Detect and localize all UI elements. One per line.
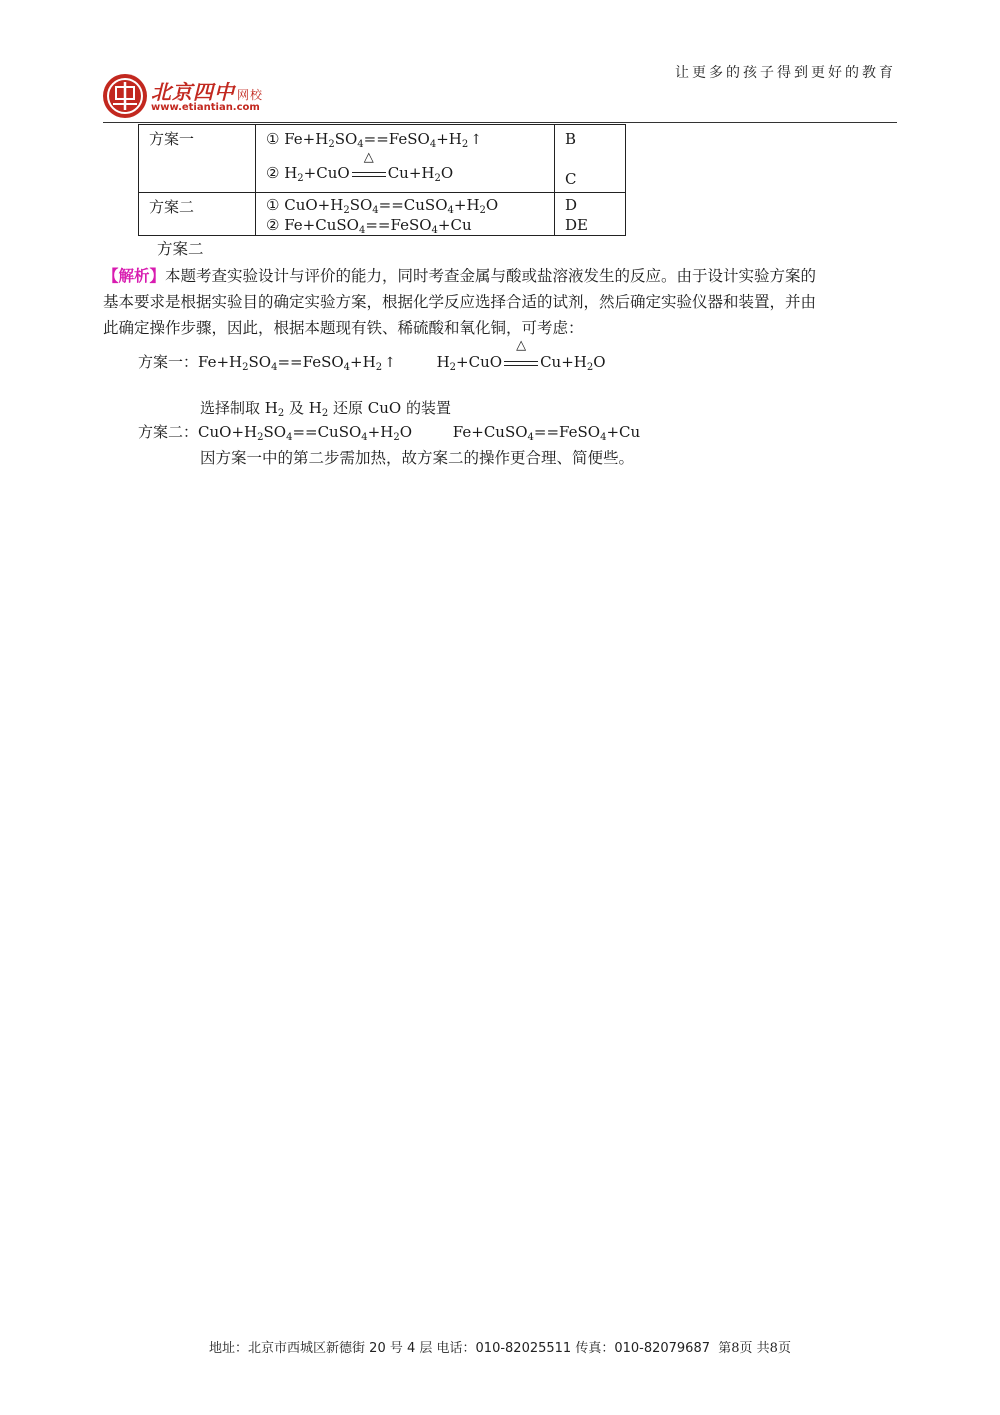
table-row — [139, 193, 626, 236]
header-slogan: 让更多的孩子得到更好的教育 — [675, 65, 896, 81]
answer-cell: D DE — [555, 193, 626, 236]
heat-condition-icon: △ — [352, 161, 386, 186]
gas-arrow-icon: ↑ — [384, 355, 396, 371]
page-number: 第8页 共8页 — [718, 1341, 791, 1356]
logo-emblem-icon — [103, 74, 147, 118]
school-logo — [103, 72, 303, 122]
conclusion-line: 因方案一中的第二步需加热，故方案二的操作更合理、简便些。 — [200, 449, 635, 467]
table-row — [139, 125, 626, 193]
plan2-equations: 方案二：$CuO+H_2SO_4==CuSO_4+H_2O$ Fe+CuSO$_4$==FeSO$_4$+Cu — [138, 423, 641, 443]
page-footer — [0, 1337, 1000, 1356]
logo-name: 北京四中 网校 — [151, 80, 264, 104]
analysis-line-1: 【解析】本题考查实验设计与评价的能力，同时考查金属与酸或盐溶液发生的反应。由于设计实验方案的 — [103, 266, 817, 285]
plan-cell: 方案一 — [139, 125, 256, 193]
gas-arrow-icon: ↑ — [470, 132, 482, 148]
equation: ① $CuO+H_2SO_4==CuSO_4+H_2O$ — [266, 196, 499, 216]
analysis-line-2: 基本要求是根据实验目的确定实验方案，根据化学反应选择合适的试剂，然后确定实验仪器和装置，并由 — [103, 293, 817, 311]
analysis-label: 【解析】 — [103, 266, 166, 285]
answer-line: 方案二 — [157, 240, 204, 258]
equation-cell — [256, 193, 555, 236]
plan1-equations: 方案一：$Fe+H_2SO_4==FeSO_4+H_2$ ↑ $H_2+CuO$ △ $Cu+H_2O$ — [138, 338, 606, 373]
logo-url: www.etiantian.com — [151, 102, 260, 113]
plan-cell: 方案二 — [139, 193, 256, 236]
answer-cell: B C — [555, 125, 626, 193]
header-divider — [103, 122, 897, 123]
heat-condition-icon: △ — [504, 350, 538, 374]
equation: ② $H_2+CuO$ △ $Cu+H_2O$ — [266, 150, 454, 184]
equation: ② Fe+CuSO$_4$==FeSO$_4$+Cu — [266, 216, 472, 236]
answer-table — [138, 124, 626, 236]
analysis-line-3: 此确定操作步骤，因此，根据本题现有铁、稀硫酸和氧化铜，可考虑： — [103, 319, 584, 337]
equation: ① $Fe+H_2SO_4==FeSO_4+H_2$ ↑ — [266, 130, 482, 150]
equation-cell — [256, 125, 555, 193]
select-apparatus-line: 选择制取 $H_2$ 及 $H_2$ 还原 CuO 的装置 — [200, 399, 451, 419]
footer-address: 地址：北京市西城区新德街 20 号 4 层 电话：010-82025511 传真：010-82079687 — [209, 1341, 710, 1356]
